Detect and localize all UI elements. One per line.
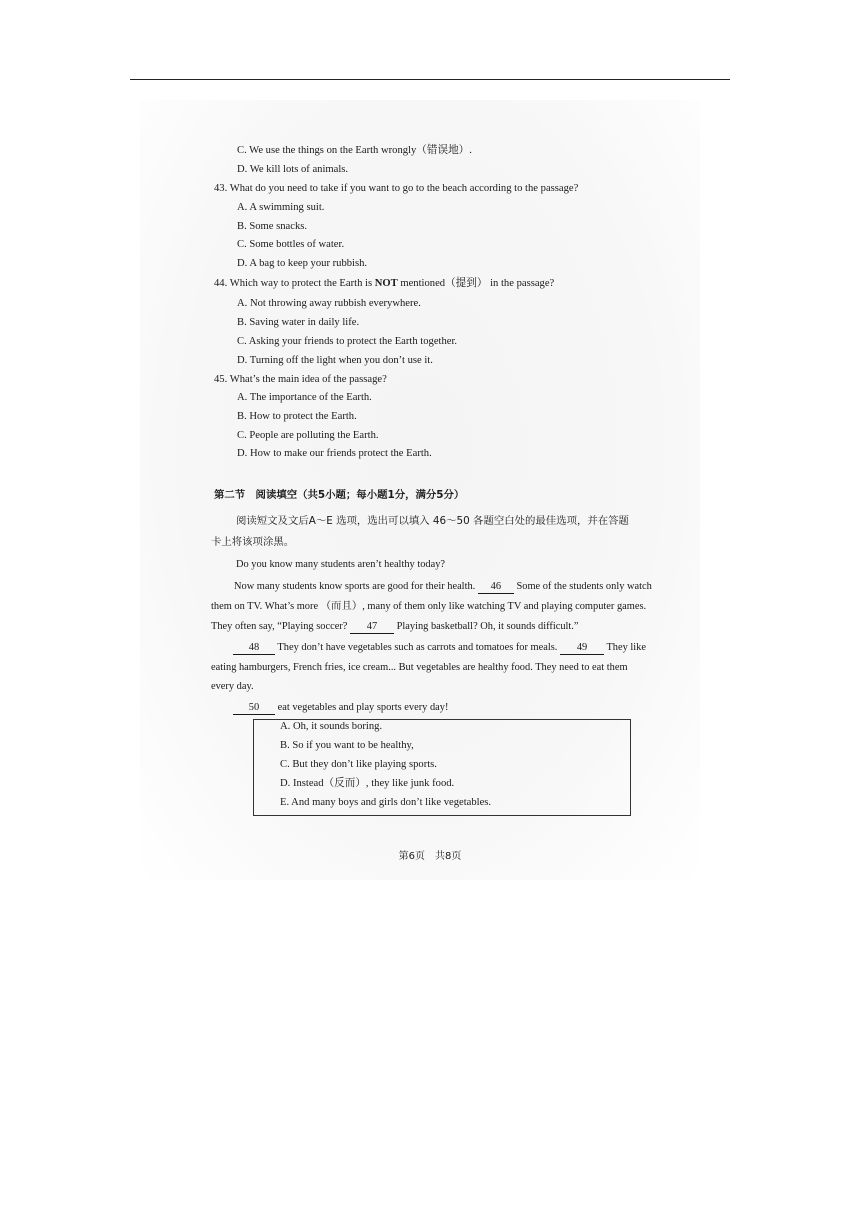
q44-question-post: mentioned（提到） in the passage? <box>397 278 555 289</box>
passage-p1-line2: them on TV. What’s more （而且）, many of them only like watching TV and playing computer games. <box>211 601 647 612</box>
section-title: 第二节 阅读填空（共5小题；每小题1分，满分5分） <box>214 489 465 501</box>
q45-question: 45. What’s the main idea of the passage? <box>214 374 387 385</box>
passage-p1-line3 <box>211 620 579 634</box>
q44-option-d: D. Turning off the light when you don’t use it. <box>237 355 433 366</box>
q44-option-b: B. Saving water in daily life. <box>237 317 360 328</box>
q42-option-c: C. We use the things on the Earth wrongly（错误地）. <box>237 145 472 156</box>
q42-option-d: D. We kill lots of animals. <box>237 164 349 175</box>
choice-b: B. So if you want to be healthy, <box>280 740 414 751</box>
page-number: 第6页 共8页 <box>398 851 462 862</box>
q43-option-b: B. Some snacks. <box>237 221 308 232</box>
passage-p1-line1-pre: Now many students know sports are good for their health. <box>234 581 476 592</box>
q45-option-b: B. How to protect the Earth. <box>237 411 357 422</box>
section-instruction-line2: 卡上将该项涂黑。 <box>211 536 295 548</box>
blank-49: 49 <box>560 642 604 655</box>
section-instruction-line1: 阅读短文及文后A～E 选项，选出可以填入 46～50 各题空白处的最佳选项，并在答题 <box>236 515 629 527</box>
q43-option-a: A. A swimming suit. <box>237 202 325 213</box>
passage-p2-line3: every day. <box>211 681 254 692</box>
blank-47: 47 <box>350 621 394 634</box>
passage-p1-line1 <box>234 580 652 594</box>
blank-48: 48 <box>233 642 275 655</box>
q43-option-c: C. Some bottles of water. <box>237 239 345 250</box>
choice-a: A. Oh, it sounds boring. <box>280 721 383 732</box>
passage-p3-post: eat vegetables and play sports every day! <box>277 702 449 713</box>
passage-p1-line1-post: Some of the students only watch <box>516 581 652 592</box>
q44-option-a: A. Not throwing away rubbish everywhere. <box>237 298 421 309</box>
choice-d: D. Instead（反而）, they like junk food. <box>280 778 455 789</box>
q44-question-emphasis: NOT <box>374 278 398 289</box>
blank-46: 46 <box>478 581 514 594</box>
passage-p2-line2: eating hamburgers, French fries, ice cream... But vegetables are healthy food. They need to eat them <box>211 662 628 673</box>
passage-p2-line1-mid: They don’t have vegetables such as carrots and tomatoes for meals. <box>277 642 558 653</box>
choice-e: E. And many boys and girls don’t like vegetables. <box>280 797 492 808</box>
passage-title: Do you know many students aren’t healthy today? <box>236 559 446 570</box>
passage-p2-line1 <box>233 641 646 655</box>
q44-question-pre: 44. Which way to protect the Earth is <box>214 278 375 289</box>
blank-50: 50 <box>233 702 275 715</box>
q45-option-d: D. How to make our friends protect the Earth. <box>237 448 432 459</box>
passage-p1-line3-pre: They often say, “Playing soccer? <box>211 621 348 632</box>
passage-p1-line3-post: Playing basketball? Oh, it sounds difficult.” <box>396 621 579 632</box>
q44-question <box>214 277 554 291</box>
q45-option-c: C. People are polluting the Earth. <box>237 430 379 441</box>
choice-c: C. But they don’t like playing sports. <box>280 759 437 770</box>
passage-p2-line1-post: They like <box>606 642 646 653</box>
q45-option-a: A. The importance of the Earth. <box>237 392 372 403</box>
top-rule <box>130 79 730 80</box>
q44-option-c: C. Asking your friends to protect the Earth together. <box>237 336 458 347</box>
passage-p3-line1 <box>233 701 448 715</box>
q43-question: 43. What do you need to take if you want to go to the beach according to the passage? <box>214 183 579 194</box>
q43-option-d: D. A bag to keep your rubbish. <box>237 258 368 269</box>
